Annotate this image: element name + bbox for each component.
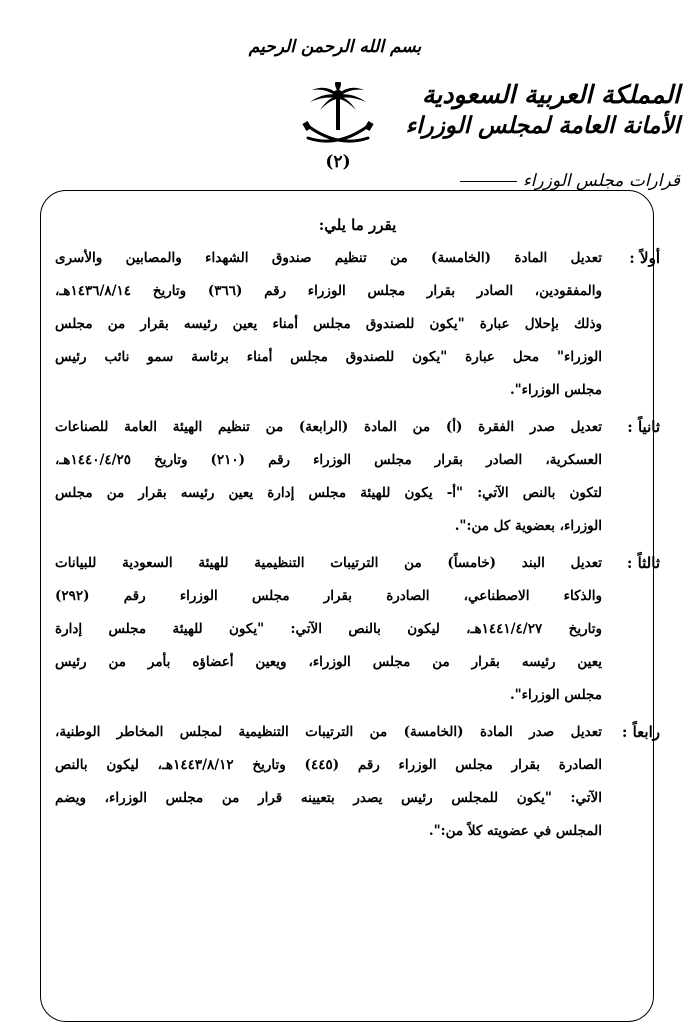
clause-label: ثانياً : [627, 418, 660, 436]
clause-line: لتكون بالنص الآتي: "أ- يكون للهيئة مجلس إدارة يعين رئيسه بقرار من مجلس [55, 485, 602, 501]
secretariat-name: الأمانة العامة لمجلس الوزراء [405, 112, 680, 139]
clause-line: وتاريخ ١٤٤١/٤/٢٧هـ، ليكون بالنص الآتي: "يكون للهيئة مجلس إدارة [55, 621, 602, 637]
clause-line: المجلس في عضويته كلاً من:". [428, 823, 602, 839]
clause-line: مجلس الوزراء". [509, 687, 602, 703]
decision-body [55, 210, 660, 852]
page-number: (٢) [325, 152, 351, 172]
clause-line: وذلك بإحلال عبارة "يكون للصندوق مجلس أمناء يعين رئيسه بقرار من مجلس [55, 316, 602, 332]
clause-line: الآتي: "يكون للمجلس رئيس يصدر بتعيينه قرار من مجلس الوزراء، ويضم [55, 790, 602, 806]
clause-line: والذكاء الاصطناعي، الصادرة بقرار مجلس الوزراء رقم (٢٩٢) [55, 588, 602, 604]
kingdom-name: المملكة العربية السعودية [421, 80, 680, 109]
clause-line: والمفقودين، الصادر بقرار مجلس الوزراء رقم (٣٦٦) وتاريخ ١٤٣٦/٨/١٤هـ، [55, 283, 602, 299]
header-rule [460, 181, 517, 182]
clause-second [55, 411, 660, 543]
clause-line: يعين رئيسه بقرار من مجلس الوزراء، ويعين أعضاؤه بأمر من رئيس [55, 654, 602, 670]
clause-line: الوزراء" محل عبارة "يكون للصندوق مجلس أمناء برئاسة سمو نائب رئيس [55, 349, 602, 365]
bismillah-text: بسم الله الرحمن الرحيم [248, 37, 422, 57]
clause-fourth [55, 716, 660, 848]
clause-label: ثالثاً : [626, 554, 660, 572]
clause-line: تعديل المادة (الخامسة) من تنظيم صندوق الشهداء والمصابين والأسرى [55, 250, 602, 266]
intro-heading: يقرر ما يلي: [318, 216, 397, 234]
clause-label: أولاً : [629, 249, 660, 267]
clause-line: تعديل صدر المادة (الخامسة) من الترتيبات التنظيمية لمجلس المخاطر الوطنية، [55, 724, 602, 740]
clause-first [55, 242, 660, 407]
clause-label: رابعاً : [621, 723, 660, 741]
clause-line: العسكرية، الصادر بقرار مجلس الوزراء رقم (٢١٠) وتاريخ ١٤٤٠/٤/٢٥هـ، [55, 452, 602, 468]
clause-line: تعديل صدر الفقرة (أ) من المادة (الرابعة) من تنظيم الهيئة العامة للصناعات [55, 419, 602, 435]
letterhead [405, 80, 680, 142]
clause-line: مجلس الوزراء". [509, 382, 602, 398]
clause-third [55, 547, 660, 712]
clause-line: الصادرة بقرار مجلس الوزراء رقم (٤٤٥) وتاريخ ١٤٤٣/٨/١٢هـ، ليكون بالنص [55, 757, 602, 773]
clause-line: الوزراء، بعضوية كل من:". [454, 518, 602, 534]
decisions-heading [460, 170, 680, 192]
bismillah-calligraphy [248, 30, 422, 64]
decisions-label: قرارات مجلس الوزراء [522, 171, 680, 191]
clause-line: تعديل البند (خامساً) من الترتيبات التنظيمية للهيئة السعودية للبيانات [55, 555, 602, 571]
palm-swords-emblem-icon [298, 82, 378, 154]
